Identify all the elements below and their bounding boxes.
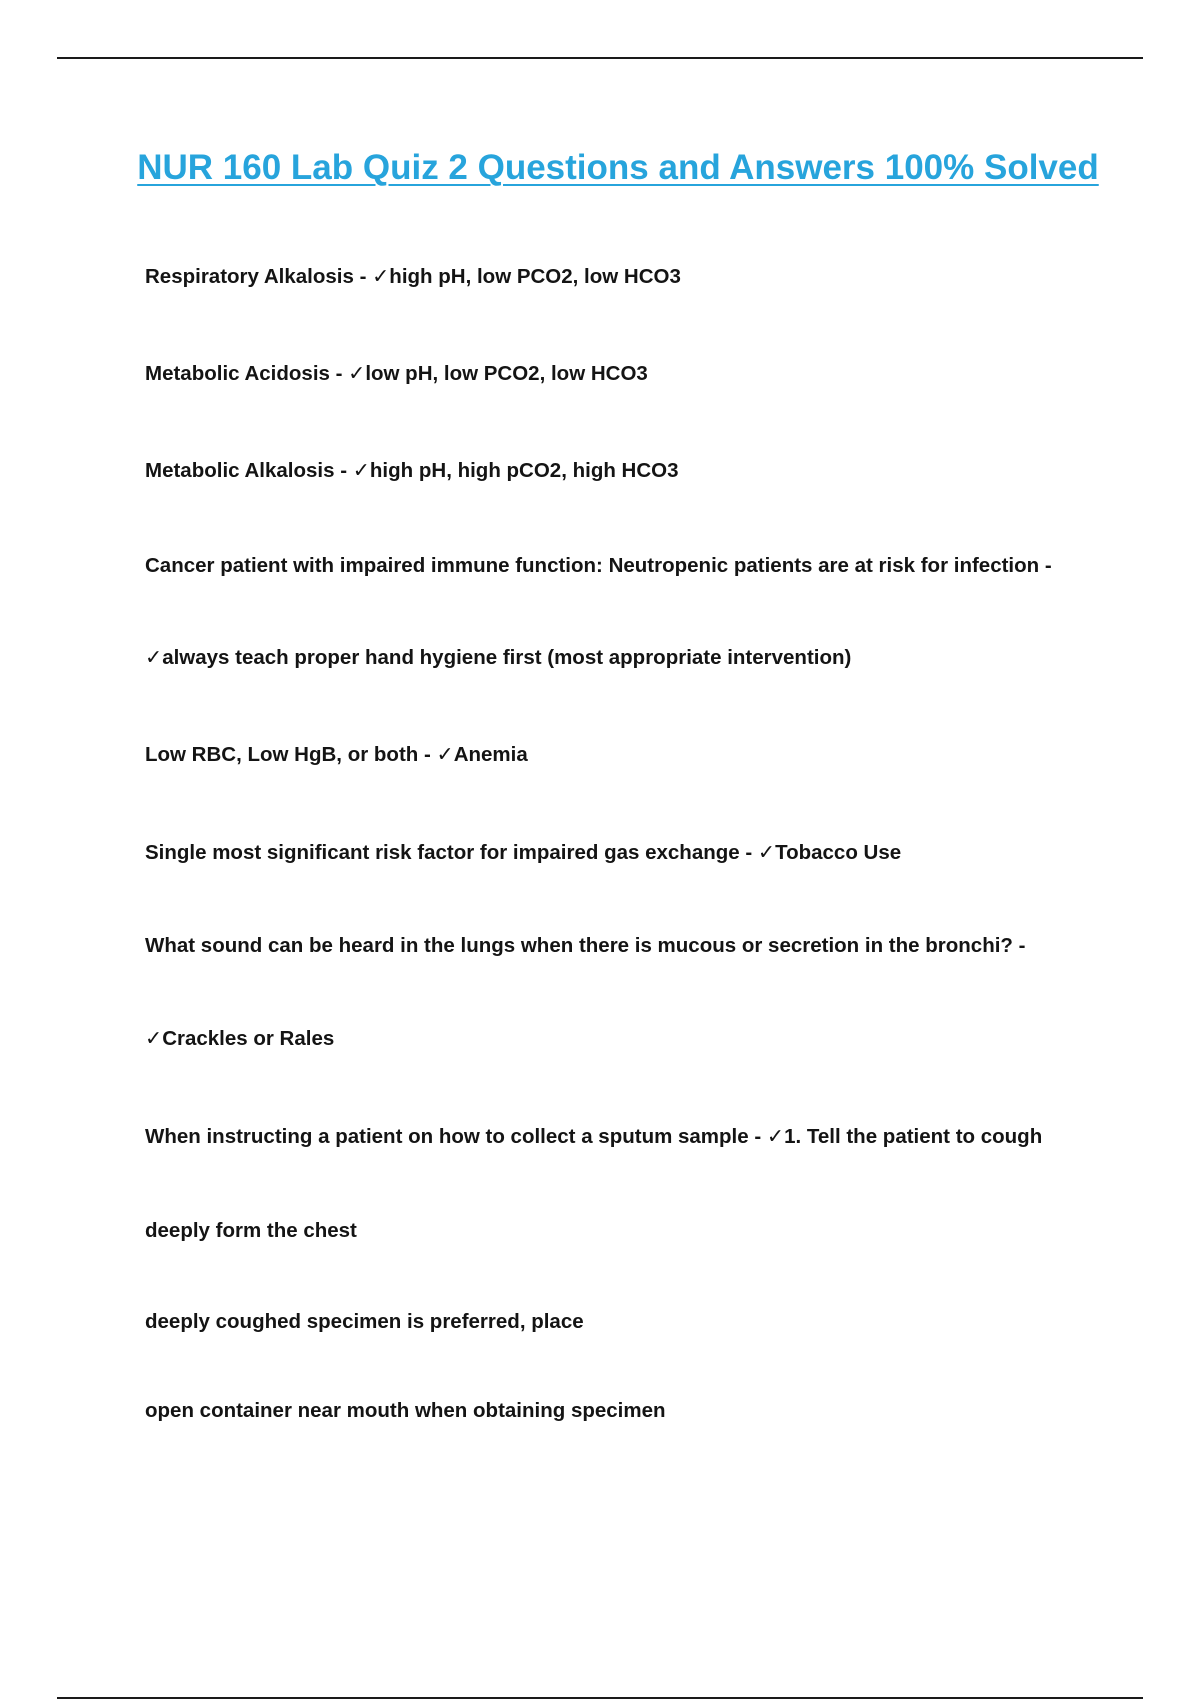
answer-text: deeply form the chest [145, 1219, 357, 1242]
check-icon: ✓ [372, 265, 390, 288]
question-text: Low RBC, Low HgB, or both - [145, 743, 437, 766]
qa-line-sputum-continuation-1 [145, 1218, 357, 1244]
question-text: What sound can be heard in the lungs when there is mucous or secretion in the bronchi? - [145, 934, 1026, 957]
answer-text: high pH, high pCO2, high HCO3 [369, 459, 679, 482]
footer-rule [57, 1697, 1143, 1699]
qa-line-sputum-question [145, 1124, 1042, 1150]
check-icon: ✓ [145, 646, 163, 669]
question-text: Respiratory Alkalosis - [145, 265, 373, 288]
qa-line-gas-exchange [145, 840, 901, 866]
question-text: Metabolic Acidosis - [145, 362, 349, 385]
answer-text: high pH, low PCO2, low HCO3 [389, 265, 681, 288]
answer-text: Anemia [453, 743, 528, 766]
check-icon: ✓ [348, 362, 366, 385]
qa-line-lung-sound-question [145, 933, 1025, 959]
check-icon: ✓ [436, 743, 454, 766]
answer-text: low pH, low PCO2, low HCO3 [365, 362, 648, 385]
document-title: NUR 160 Lab Quiz 2 Questions and Answers 100% Solved [137, 148, 1099, 187]
qa-line-metabolic-acidosis [145, 361, 648, 387]
qa-line-respiratory-alkalosis [145, 264, 681, 290]
question-text: When instructing a patient on how to collect a sputum sample - [145, 1125, 767, 1148]
qa-line-sputum-continuation-3 [145, 1398, 666, 1424]
answer-text: Crackles or Rales [162, 1027, 335, 1050]
answer-text: deeply coughed specimen is preferred, place [145, 1310, 584, 1333]
question-text: Cancer patient with impaired immune function: Neutropenic patients are at risk for infection - [145, 554, 1052, 577]
qa-line-cancer-answer [145, 645, 851, 671]
qa-line-sputum-continuation-2 [145, 1309, 584, 1335]
qa-line-cancer-question [145, 553, 1052, 579]
answer-text: Tobacco Use [775, 841, 902, 864]
answer-text: always teach proper hand hygiene first (most appropriate intervention) [162, 646, 852, 669]
check-icon: ✓ [145, 1027, 163, 1050]
check-icon: ✓ [352, 459, 370, 482]
check-icon: ✓ [757, 841, 776, 864]
qa-line-metabolic-alkalosis [145, 458, 679, 484]
answer-text: open container near mouth when obtaining specimen [145, 1399, 666, 1422]
question-text: Single most significant risk factor for impaired gas exchange - [145, 841, 758, 864]
question-text: Metabolic Alkalosis - [145, 459, 353, 482]
answer-text: 1. Tell the patient to cough [784, 1125, 1043, 1148]
header-rule [57, 57, 1143, 59]
check-icon: ✓ [766, 1125, 785, 1148]
qa-line-lung-sound-answer [145, 1026, 334, 1052]
qa-line-anemia [145, 742, 528, 768]
